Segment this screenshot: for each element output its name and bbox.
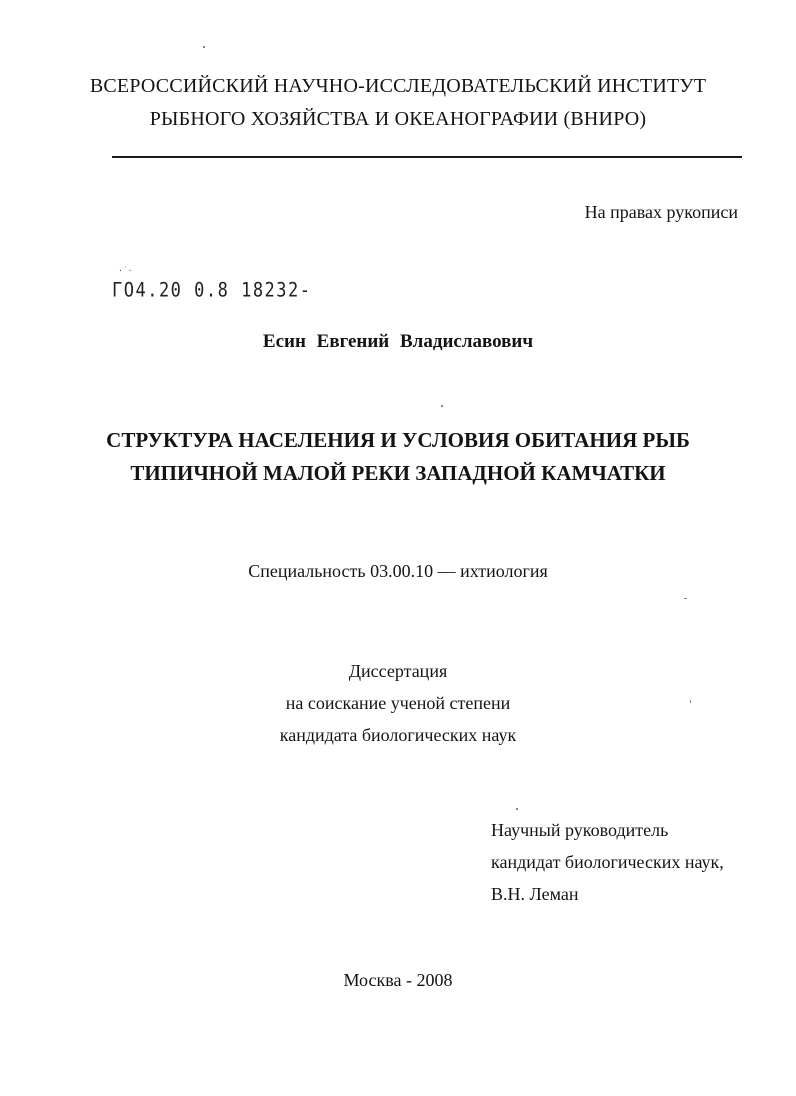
institute-header: [0, 70, 796, 136]
scan-speck: [203, 46, 205, 48]
dissertation-title: [0, 424, 796, 490]
scan-speck: [684, 598, 687, 599]
supervisor-block: [491, 814, 724, 910]
degree-line-3: кандидата биологических наук: [279, 725, 517, 745]
supervisor-line-2: кандидат биологических наук,: [491, 852, 724, 872]
author-name: Есин Евгений Владиславович: [262, 331, 534, 352]
dissertation-degree: [0, 655, 796, 751]
scan-speck: [690, 700, 691, 703]
scan-speck: [516, 808, 518, 810]
title-line-1: СТРУКТУРА НАСЕЛЕНИЯ И УСЛОВИЯ ОБИТАНИЯ РЫБ: [106, 428, 690, 452]
scan-speck: [441, 405, 443, 407]
degree-line-2: на соискание ученой степени: [285, 693, 511, 713]
institute-name-line-1: ВСЕРОССИЙСКИЙ НАУЧНО-ИССЛЕДОВАТЕЛЬСКИЙ ИНСТИТУТ: [89, 75, 707, 97]
institute-name-line-2: РЫБНОГО ХОЗЯЙСТВА И ОКЕАНОГРАФИИ (ВНИРО): [149, 108, 647, 130]
library-stamp-number: ГО4.20 0.8 18232-: [112, 279, 312, 303]
supervisor-line-1: Научный руководитель: [491, 820, 669, 840]
supervisor-line-3: В.Н. Леман: [491, 884, 579, 904]
stamp-mark: ·˙·: [118, 266, 133, 275]
city-year: Москва - 2008: [343, 970, 453, 990]
rights-note: На правах рукописи: [584, 202, 738, 222]
header-divider: [112, 156, 742, 158]
specialty: Специальность 03.00.10 — ихтиология: [248, 561, 548, 581]
degree-line-1: Диссертация: [348, 661, 448, 681]
title-line-2: ТИПИЧНОЙ МАЛОЙ РЕКИ ЗАПАДНОЙ КАМЧАТКИ: [130, 461, 666, 485]
